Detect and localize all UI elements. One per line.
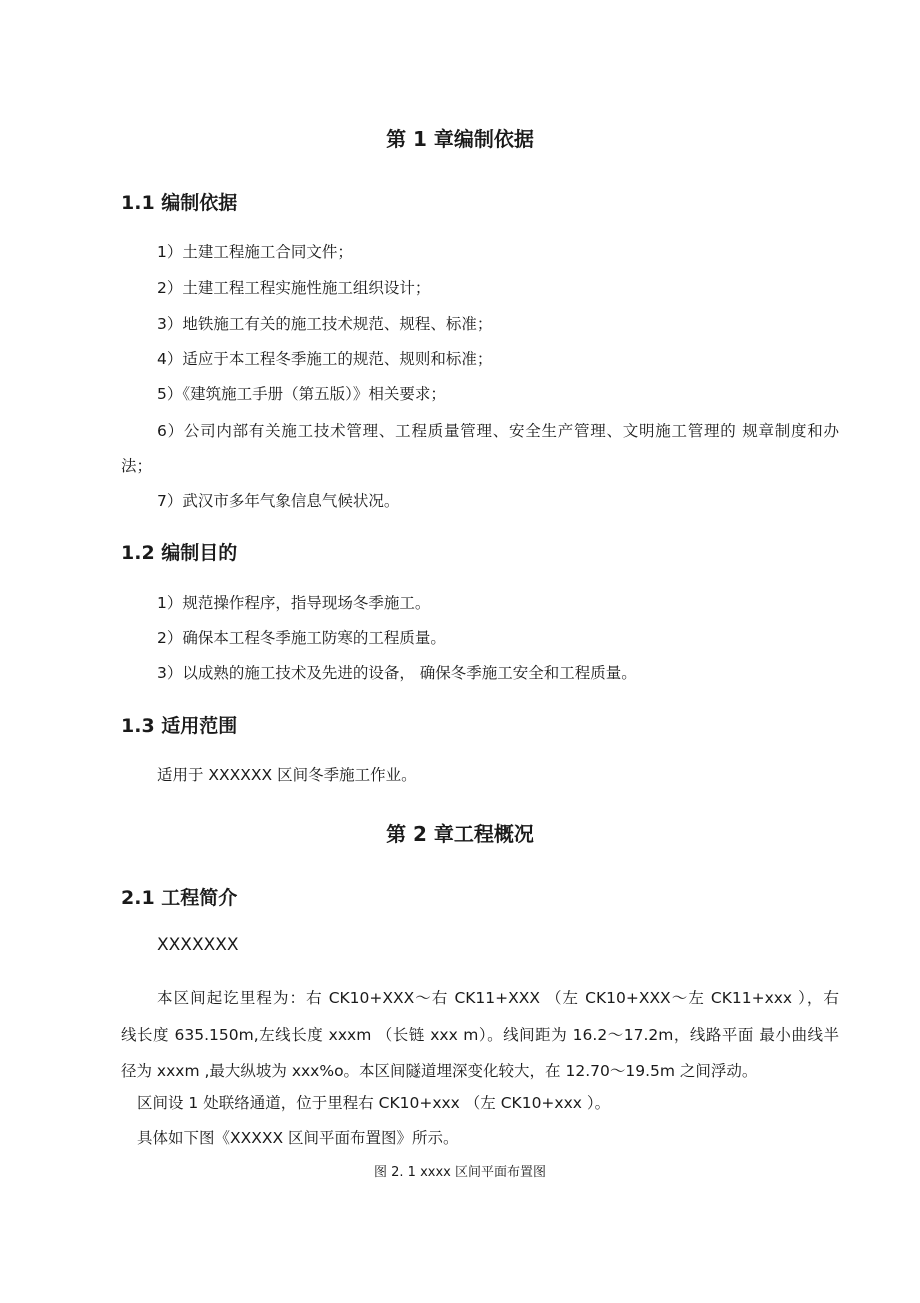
section-1-2-heading: 1.2 编制目的: [121, 542, 238, 564]
chapter-2-title: 第 2 章工程概况: [386, 822, 534, 846]
list-item: 7）武汉市多年气象信息气候状况。: [157, 492, 400, 510]
list-item: 3）地铁施工有关的施工技术规范、规程、标准；: [157, 315, 493, 333]
list-item: 3）以成熟的施工技术及先进的设备， 确保冬季施工安全和工程质量。: [157, 664, 637, 682]
section-1-3-heading: 1.3 适用范围: [121, 715, 238, 737]
list-item: 4）适应于本工程冬季施工的规范、规则和标准；: [157, 350, 493, 368]
paragraph-line: 径为 xxxm ,最大纵坡为 xxx%o。本区间隧道埋深变化较大，在 12.70～19.5m 之间浮动。: [121, 1062, 758, 1080]
section-1-1-heading: 1.1 编制依据: [121, 192, 238, 214]
paragraph-line: 区间设 1 处联络通道，位于里程右 CK10+xxx （左 CK10+xxx ）。: [137, 1094, 611, 1112]
list-item: 1）土建工程施工合同文件；: [157, 243, 353, 261]
chapter-1-title: 第 1 章编制依据: [386, 127, 534, 151]
list-item: 6）公司内部有关施工技术管理、工程质量管理、安全生产管理、文明施工管理的 规章制度和办: [157, 422, 839, 440]
list-item-continuation: 法；: [121, 457, 153, 475]
paragraph-line: 本区间起讫里程为：右 CK10+XXX～右 CK11+XXX （左 CK10+XXX～左 CK11+xxx ），右: [157, 989, 839, 1007]
paragraph-line: 线长度 635.150m,左线长度 xxxm （长链 xxx m）。线间距为 16.2～17.2m，线路平面 最小曲线半: [121, 1026, 839, 1044]
paragraph: 适用于 XXXXXX 区间冬季施工作业。: [157, 766, 417, 784]
section-2-1-heading: 2.1 工程简介: [121, 887, 238, 909]
list-item: 2）土建工程工程实施性施工组织设计；: [157, 279, 431, 297]
list-item: 5）《建筑施工手册（第五版）》相关要求；: [157, 385, 446, 403]
figure-caption: 图 2. 1 xxxx 区间平面布置图: [374, 1165, 546, 1180]
list-item: 2）确保本工程冬季施工防寒的工程质量。: [157, 629, 446, 647]
project-name: XXXXXXX: [157, 935, 239, 955]
paragraph-line: 具体如下图《XXXXX 区间平面布置图》所示。: [137, 1129, 459, 1147]
list-item: 1）规范操作程序，指导现场冬季施工。: [157, 594, 431, 612]
